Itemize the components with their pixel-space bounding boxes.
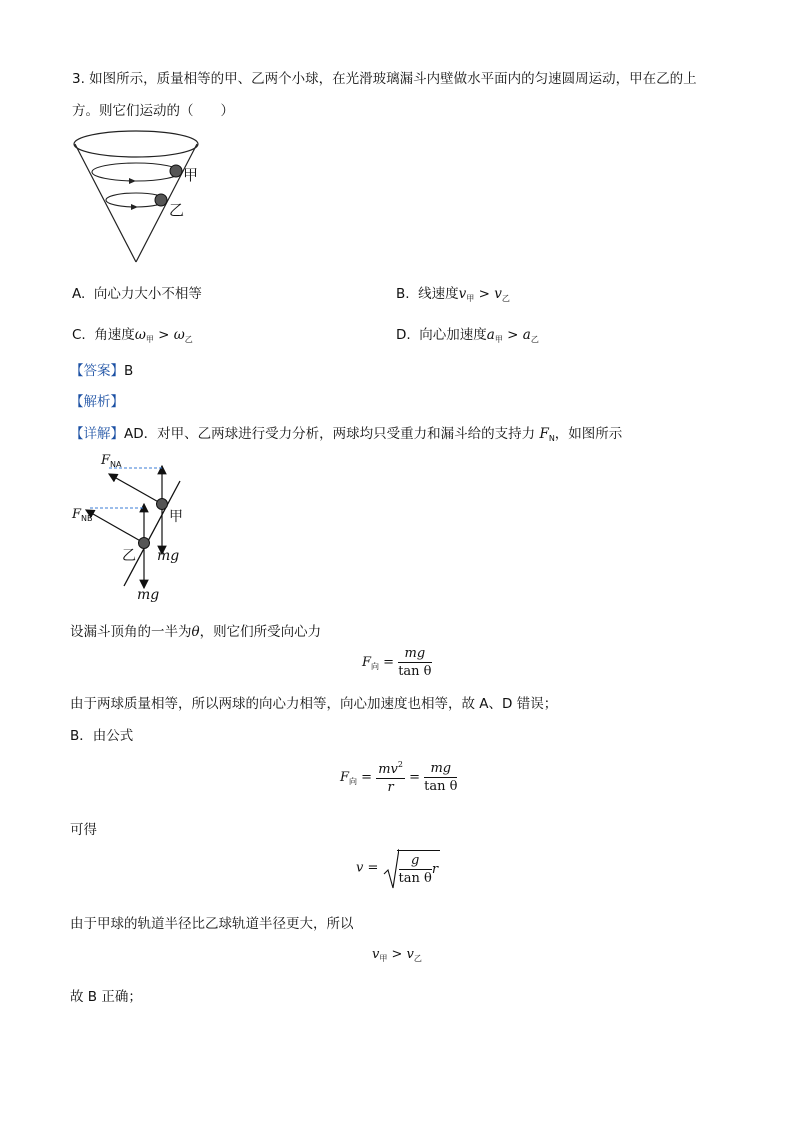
- eq3-numerator: g: [399, 853, 432, 870]
- option-d-symbol: a: [486, 327, 495, 343]
- question-line-2: 方。则它们运动的（ ）: [72, 103, 234, 119]
- eq4-sub2: 乙: [413, 954, 422, 963]
- body-p1-a: 设漏斗顶角的一半为: [70, 624, 192, 640]
- funnel-figure: [70, 128, 210, 268]
- eq2-denominator-2: tan θ: [424, 779, 458, 794]
- detail-force-sub: N: [548, 434, 555, 443]
- equation-3: [356, 850, 440, 886]
- eq2-numerator-1: [376, 760, 405, 779]
- equation-1: [362, 646, 432, 679]
- eq2-fraction-1: [376, 760, 405, 795]
- option-b-sub2: 乙: [501, 294, 510, 303]
- analysis-tag-text: 【解析】: [70, 394, 124, 410]
- figure1-label-jia: 甲: [183, 166, 199, 184]
- option-b-sub1: 甲: [466, 294, 475, 303]
- option-b-symbol: v: [458, 286, 467, 302]
- arrow-jia-icon: [129, 178, 136, 184]
- funnel-left-wall: [75, 144, 136, 262]
- eq3-denominator: tan θ: [398, 871, 432, 886]
- eq3-lhs: v =: [356, 860, 383, 876]
- body-p5: 由于甲球的轨道半径比乙球轨道半径更大，所以: [70, 916, 354, 932]
- option-c-gt: >: [153, 327, 174, 343]
- eq4-v2: v: [406, 947, 414, 962]
- option-d-sub1: 甲: [494, 335, 503, 344]
- body-p4: 可得: [70, 822, 97, 838]
- eq4-gt: >: [387, 947, 407, 962]
- orbit-jia: [92, 163, 180, 181]
- sqrt-sign-icon: [383, 848, 399, 892]
- eq2-lhs-sub: 向: [349, 777, 358, 786]
- eq4-sub1: 甲: [379, 954, 388, 963]
- option-c-letter: C.: [72, 327, 86, 343]
- eq2-denominator-1: r: [387, 780, 394, 795]
- equation-4: [372, 947, 422, 964]
- option-c-text: 角速度: [94, 327, 135, 343]
- force-diagram: [72, 448, 212, 608]
- option-c-symbol-2: ω: [173, 327, 185, 343]
- ball-jia-diagram: [157, 499, 168, 510]
- fna-sub: NA: [110, 460, 122, 469]
- question-line-1: 3. 如图所示，质量相等的甲、乙两个小球，在光滑玻璃漏斗内壁做水平面内的匀速圆周运动，甲在乙的上: [72, 71, 697, 87]
- fnb-sub: NB: [81, 514, 93, 523]
- fnb-symbol: F: [72, 507, 82, 522]
- ball-jia: [170, 165, 182, 177]
- eq1-fraction: [398, 646, 431, 679]
- answer-tag: 【答案】: [70, 363, 124, 379]
- figure2-label-yi: 乙: [122, 548, 136, 564]
- detail-force-symbol: F: [539, 426, 549, 442]
- option-d-sub2: 乙: [530, 335, 539, 344]
- ball-yi: [155, 194, 167, 206]
- ball-yi-diagram: [139, 538, 150, 549]
- eq2-equals-1: =: [357, 770, 377, 785]
- option-c-sub1: 甲: [145, 335, 154, 344]
- eq2-fraction-2: [424, 761, 457, 794]
- eq4-v1: v: [372, 947, 380, 962]
- eq2-numerator-2: mg: [424, 761, 457, 778]
- figure1-label-yi: 乙: [169, 201, 185, 219]
- figure2-label-jia: 甲: [169, 509, 183, 525]
- eq2-lhs: F: [340, 770, 350, 785]
- detail-text: AD．对甲、乙两球进行受力分析，两球均只受重力和漏斗给的支持力: [124, 426, 536, 442]
- option-c-sub2: 乙: [184, 335, 193, 344]
- fna-arrow: [109, 474, 162, 504]
- eq1-lhs-sub: 向: [371, 662, 380, 671]
- eq3-radicand: [397, 850, 441, 886]
- option-b-symbol-2: v: [494, 286, 502, 302]
- eq1-denominator: tan θ: [398, 664, 432, 679]
- equation-2: [340, 760, 457, 795]
- body-p1-theta: θ: [191, 624, 200, 640]
- funnel-wall-line: [124, 481, 180, 586]
- option-d-letter: D.: [396, 327, 411, 343]
- option-a: [72, 282, 202, 302]
- eq1-equals: =: [379, 655, 399, 670]
- option-d-text: 向心加速度: [419, 327, 487, 343]
- answer-value: B: [124, 363, 134, 379]
- option-d-gt: >: [502, 327, 523, 343]
- eq3-fraction: [399, 853, 432, 886]
- option-d: [396, 323, 539, 345]
- option-a-letter: A.: [72, 286, 86, 302]
- eq2-equals-2: =: [404, 770, 425, 785]
- detail-line: [70, 422, 622, 443]
- eq2-numerator-1-text: mv: [378, 762, 398, 777]
- body-p2: 由于两球质量相等，所以两球的向心力相等，向心加速度也相等，故 A、D 错误；: [70, 696, 558, 712]
- mg-label-yi: mg: [137, 587, 160, 603]
- detail-tail: ，如图所示: [554, 426, 623, 442]
- answer-line: [70, 359, 133, 379]
- body-p6: 故 B 正确；: [70, 989, 142, 1005]
- analysis-tag: [70, 390, 124, 410]
- fnb-label: [72, 507, 93, 523]
- option-b-letter: B.: [396, 286, 410, 302]
- eq3-r: r: [431, 862, 439, 877]
- funnel-rim: [74, 131, 198, 157]
- detail-tag: 【详解】: [70, 426, 124, 442]
- mg-label-jia: mg: [157, 548, 180, 564]
- eq2-superscript: 2: [397, 760, 403, 769]
- option-c: [72, 323, 193, 345]
- eq1-numerator: mg: [398, 646, 431, 663]
- body-p1-b: ，则它们所受向心力: [199, 624, 322, 640]
- body-p3: B．由公式: [70, 728, 134, 744]
- option-c-symbol: ω: [134, 327, 146, 343]
- eq3-sqrt: [383, 850, 441, 886]
- option-a-text: 向心力大小不相等: [93, 286, 202, 302]
- option-b: [396, 282, 510, 304]
- body-p1: [70, 620, 321, 640]
- option-b-text: 线速度: [418, 286, 459, 302]
- arrow-yi-icon: [131, 204, 138, 210]
- fna-symbol: F: [101, 453, 111, 468]
- option-d-symbol-2: a: [522, 327, 531, 343]
- eq1-lhs: F: [362, 655, 372, 670]
- fna-label: [101, 453, 122, 469]
- fnb-arrow: [86, 510, 144, 543]
- option-b-gt: >: [474, 286, 495, 302]
